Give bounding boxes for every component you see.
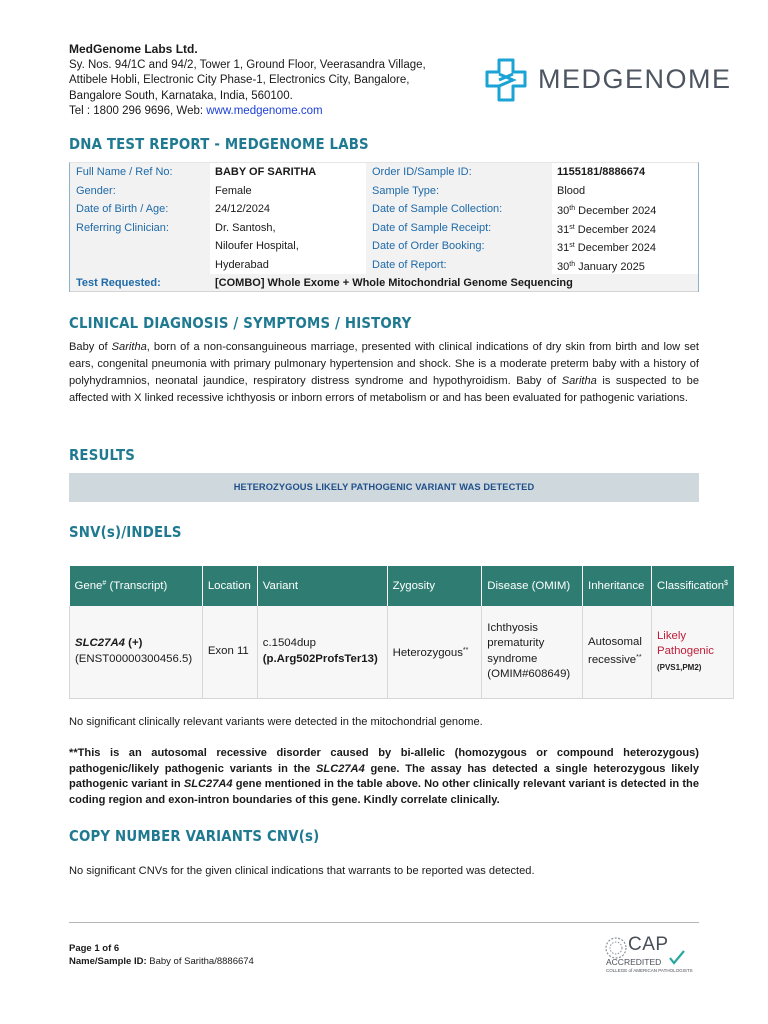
cap-accreditation-logo bbox=[604, 934, 704, 976]
clinical-paragraph: Baby of Saritha, born of a non-consanguineous marriage, presented with clinical indications of dry skin from birth and low set ears, congenital pneumonia with primary pulmonary hypertension and shock. She is a moderate preterm baby with a history of polyhydramnios, neonatal jaundice, respiratory distress syndrome and hypothyroidism. Baby of Saritha is suspected to be affected with X linked recessive ichthyosis or inborn errors of metabolism or and has been evaluated for pathogenic variations. bbox=[69, 341, 700, 404]
footer-sample-id: Name/Sample ID: Baby of Saritha/8886674 bbox=[69, 956, 254, 967]
address-line-3: Bangalore South, Karnataka, India, 560100. bbox=[69, 89, 293, 102]
contact-prefix: Tel : 1800 296 9696, Web: bbox=[69, 105, 207, 117]
gender-value: Female bbox=[215, 184, 252, 197]
results-section-title: RESULTS bbox=[69, 446, 135, 464]
medgenome-logo bbox=[485, 58, 732, 104]
info-row bbox=[70, 182, 698, 201]
footer-divider bbox=[69, 922, 699, 923]
clinical-section-title: CLINICAL DIAGNOSIS / SYMPTOMS / HISTORY bbox=[69, 314, 412, 332]
page-number: Page 1 of 6 bbox=[69, 943, 120, 954]
gene-cell: SLC27A4 (+) (ENST00000300456.5) bbox=[70, 606, 203, 698]
inheritance-note: **This is an autosomal recessive disorder caused by bi-allelic (homozygous or compound heterozygous) pathogenic/likely pathogenic variants in the SLC27A4 gene. The assay has detected a single heterozygous likely pathogenic variant in SLC27A4 gene mentioned in the table above. No other clinically relevant variant is detected in the coding region and exon-intron boundaries of this gene. Kindly correlate clinically. bbox=[69, 747, 699, 806]
booking-date-label: Date of Order Booking: bbox=[366, 237, 552, 256]
result-banner: HETEROZYGOUS LIKELY PATHOGENIC VARIANT WAS DETECTED bbox=[69, 473, 699, 502]
location-header: Location bbox=[202, 566, 257, 606]
info-row bbox=[70, 200, 698, 219]
order-id-value: 1155181/8886674 bbox=[557, 166, 646, 178]
clinician-line-1: Dr. Santosh, bbox=[215, 221, 276, 234]
medgenome-logo-icon bbox=[485, 58, 527, 102]
test-requested-value: [COMBO] Whole Exome + Whole Mitochondrial Genome Sequencing bbox=[215, 277, 573, 289]
cnv-section-title: COPY NUMBER VARIANTS CNV(s) bbox=[69, 827, 320, 845]
inheritance-header: Inheritance bbox=[583, 566, 652, 606]
classification-header: Classification$ bbox=[651, 566, 733, 606]
address-line-1: Sy. Nos. 94/1C and 94/2, Tower 1, Ground Floor, Veerasandra Village, bbox=[69, 58, 426, 71]
logo-wordmark: MEDGENOME bbox=[538, 64, 732, 94]
receipt-date-label: Date of Sample Receipt: bbox=[366, 219, 552, 238]
gene-header: Gene# (Transcript) bbox=[70, 566, 203, 606]
inheritance-cell: Autosomal recessive** bbox=[583, 606, 652, 698]
disease-header: Disease (OMIM) bbox=[482, 566, 583, 606]
zygosity-cell: Heterozygous** bbox=[387, 606, 482, 698]
company-address-block bbox=[69, 42, 469, 120]
contact-line bbox=[69, 104, 469, 120]
info-row bbox=[70, 163, 698, 182]
company-name: MedGenome Labs Ltd. bbox=[69, 42, 198, 56]
booking-date-value: 31st December 2024 bbox=[557, 242, 657, 254]
collection-date-value: 30th December 2024 bbox=[557, 205, 657, 217]
info-row bbox=[70, 256, 698, 275]
full-name-label: Full Name / Ref No: bbox=[70, 163, 210, 182]
mito-note: No significant clinically relevant variants were detected in the mitochondrial genome. bbox=[69, 716, 483, 728]
page-footer bbox=[69, 942, 254, 968]
variant-cell: c.1504dup (p.Arg502ProfsTer13) bbox=[257, 606, 387, 698]
dob-value: 24/12/2024 bbox=[215, 203, 271, 215]
table-row bbox=[70, 606, 734, 698]
variant-header: Variant bbox=[257, 566, 387, 606]
info-row bbox=[70, 237, 698, 256]
cap-subtitle: COLLEGE of AMERICAN PATHOLOGISTS bbox=[606, 968, 693, 973]
sample-type-label: Sample Type: bbox=[366, 182, 552, 201]
zygosity-header: Zygosity bbox=[387, 566, 482, 606]
website-link[interactable]: www.medgenome.com bbox=[206, 105, 323, 117]
sample-type-value: Blood bbox=[557, 184, 586, 197]
report-date-label: Date of Report: bbox=[366, 256, 552, 275]
address-line-2: Attibele Hobli, Electronic City Phase-1, Electronics City, Bangalore, bbox=[69, 74, 410, 86]
report-title: DNA TEST REPORT - MEDGENOME LABS bbox=[69, 135, 369, 153]
gender-label: Gender: bbox=[70, 182, 210, 201]
clinician-line-3: Hyderabad bbox=[215, 258, 269, 271]
patient-info-table bbox=[69, 162, 699, 292]
clinician-line-2: Niloufer Hospital, bbox=[215, 240, 299, 252]
location-cell: Exon 11 bbox=[202, 606, 257, 698]
cnv-text: No significant CNVs for the given clinical indications that warrants to be reported was detected. bbox=[69, 865, 535, 877]
clinician-label: Referring Clinician: bbox=[70, 219, 210, 275]
variant-table-header bbox=[70, 566, 734, 606]
full-name-value: BABY OF SARITHA bbox=[215, 166, 317, 178]
disease-cell: Ichthyosis prematurity syndrome (OMIM#608649) bbox=[482, 606, 583, 698]
order-id-label: Order ID/Sample ID: bbox=[366, 163, 552, 182]
test-requested-label: Test Requested: bbox=[76, 277, 161, 289]
info-row bbox=[70, 219, 698, 238]
snv-section-title: SNV(s)/INDELS bbox=[69, 523, 182, 541]
test-requested-row bbox=[70, 274, 698, 292]
classification-cell: Likely Pathogenic (PVS1,PM2) bbox=[651, 606, 733, 698]
collection-date-label: Date of Sample Collection: bbox=[366, 200, 552, 219]
variant-table bbox=[69, 566, 734, 699]
dob-label: Date of Birth / Age: bbox=[70, 200, 210, 219]
receipt-date-value: 31st December 2024 bbox=[557, 223, 657, 236]
report-date-value: 30th January 2025 bbox=[557, 260, 645, 273]
cap-title: CAP bbox=[628, 934, 669, 955]
cap-accredited: ACCREDITED bbox=[606, 957, 662, 967]
